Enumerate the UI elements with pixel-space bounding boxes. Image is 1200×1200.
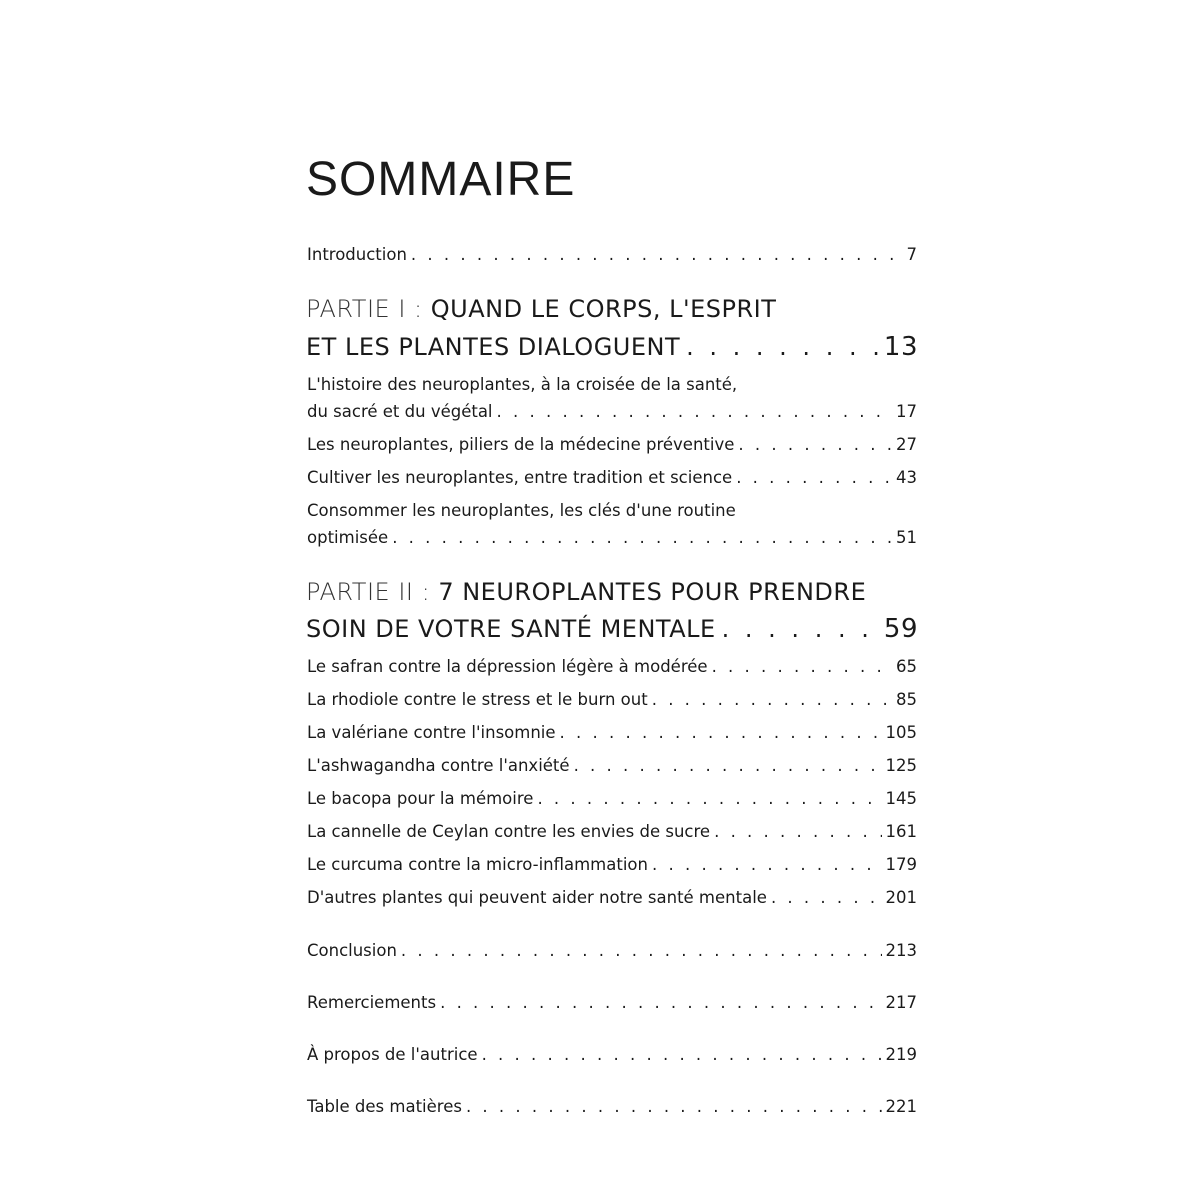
- dot-leader: [497, 401, 892, 423]
- part2-title-line1: 7 NEUROPLANTES POUR PRENDRE: [438, 578, 867, 606]
- toc-entry-page: 43: [896, 468, 917, 487]
- dot-leader: [537, 788, 881, 810]
- part2-separator: :: [413, 578, 439, 606]
- toc-entry-line1: Consommer les neuroplantes, les clés d'une routine: [307, 501, 736, 520]
- toc-entry-page: 213: [885, 941, 917, 960]
- dot-leader: [738, 434, 892, 456]
- toc-entry-label: Le bacopa pour la mémoire: [307, 789, 534, 808]
- part1-title-line2: ET LES PLANTES DIALOGUENT: [306, 333, 681, 361]
- toc-entry-label: Le curcuma contre la micro-inflammation: [307, 855, 648, 874]
- dot-leader: [714, 821, 881, 843]
- toc-entry-bacopa[interactable]: [307, 788, 917, 810]
- part1-label: PARTIE I: [306, 295, 406, 323]
- toc-entry-table-matieres[interactable]: [307, 1096, 917, 1118]
- toc-entry-page: 51: [896, 528, 917, 547]
- toc-entry-label: Le safran contre la dépression légère à modérée: [307, 657, 708, 676]
- part2-heading-line2[interactable]: [306, 614, 918, 644]
- part1-heading-line2[interactable]: [306, 332, 918, 362]
- toc-entry-label: D'autres plantes qui peuvent aider notre santé mentale: [307, 888, 767, 907]
- dot-leader: [686, 332, 878, 362]
- toc-entry-label: Conclusion: [307, 941, 397, 960]
- toc-entry-page: 65: [896, 657, 917, 676]
- toc-entry-label: Introduction: [307, 245, 407, 264]
- dot-leader: [466, 1096, 882, 1118]
- dot-leader: [574, 755, 882, 777]
- toc-entry-page: 17: [896, 402, 917, 421]
- toc-entry-line1: L'histoire des neuroplantes, à la croisée de la santé,: [307, 375, 738, 394]
- part2-page: 59: [883, 614, 918, 644]
- toc-entry-page: 201: [885, 888, 917, 907]
- dot-leader: [560, 722, 882, 744]
- toc-entry-page: 85: [896, 690, 917, 709]
- toc-entry-label: Table des matières: [307, 1097, 462, 1116]
- toc-entry-page: 179: [885, 855, 917, 874]
- part1-page: 13: [883, 332, 918, 362]
- toc-entry-valeriane[interactable]: [307, 722, 917, 744]
- dot-leader: [482, 1044, 882, 1066]
- part2-heading-line1[interactable]: [306, 577, 918, 607]
- toc-entry-label: Remerciements: [307, 993, 437, 1012]
- toc-entry-label: La cannelle de Ceylan contre les envies de sucre: [307, 822, 711, 841]
- toc-entry-about-author[interactable]: [307, 1044, 917, 1066]
- toc-entry-introduction[interactable]: [307, 244, 917, 266]
- toc-entry-page: 161: [885, 822, 917, 841]
- toc-entry-page: 7: [906, 245, 917, 264]
- dot-leader: [722, 614, 878, 644]
- toc-entry-prevention[interactable]: [307, 434, 917, 456]
- toc-entry-label: À propos de l'autrice: [307, 1045, 478, 1064]
- dot-leader: [771, 887, 882, 909]
- dot-leader: [411, 244, 903, 266]
- toc-entry-page: 105: [885, 723, 917, 742]
- part2-label: PARTIE II: [306, 578, 414, 606]
- toc-entry-autres-plantes[interactable]: [307, 887, 917, 909]
- dot-leader: [401, 940, 882, 962]
- toc-entry-rhodiole[interactable]: [307, 689, 917, 711]
- toc-entry-page: 217: [885, 993, 917, 1012]
- toc-entry-label: La rhodiole contre le stress et le burn out: [307, 690, 648, 709]
- dot-leader: [392, 527, 892, 549]
- toc-entry-label: L'ashwagandha contre l'anxiété: [307, 756, 570, 775]
- dot-leader: [652, 689, 892, 711]
- toc-entry-label: Les neuroplantes, piliers de la médecine préventive: [307, 435, 735, 454]
- toc-entry-page: 219: [885, 1045, 917, 1064]
- toc-entry-conclusion[interactable]: [307, 940, 917, 962]
- dot-leader: [440, 992, 881, 1014]
- toc-entry-label: La valériane contre l'insomnie: [307, 723, 556, 742]
- part1-heading-line1[interactable]: [306, 294, 918, 324]
- dot-leader: [712, 656, 892, 678]
- toc-entry-label: Cultiver les neuroplantes, entre tradition et science: [307, 468, 733, 487]
- toc-entry-page: 145: [885, 789, 917, 808]
- toc-entry-routine[interactable]: [307, 527, 917, 549]
- toc-entry-ashwagandha[interactable]: [307, 755, 917, 777]
- toc-entry-curcuma[interactable]: [307, 854, 917, 876]
- toc-entry-label: optimisée: [307, 528, 389, 547]
- toc-entry-cultivation[interactable]: [307, 467, 917, 489]
- part1-separator: :: [405, 295, 431, 323]
- toc-entry-remerciements[interactable]: [307, 992, 917, 1014]
- part2-title-line2: SOIN DE VOTRE SANTÉ MENTALE: [306, 615, 716, 643]
- toc-entry-page: 221: [885, 1097, 917, 1116]
- toc-entry-label: du sacré et du végétal: [307, 402, 493, 421]
- toc-entry-history[interactable]: [307, 401, 917, 423]
- toc-entry-page: 27: [896, 435, 917, 454]
- toc-entry-page: 125: [885, 756, 917, 775]
- dot-leader: [736, 467, 892, 489]
- toc-entry-safran[interactable]: [307, 656, 917, 678]
- page-title: SOMMAIRE: [306, 153, 576, 206]
- dot-leader: [652, 854, 882, 876]
- toc-entry-cannelle[interactable]: [307, 821, 917, 843]
- part1-title-line1: QUAND LE CORPS, L'ESPRIT: [430, 295, 777, 323]
